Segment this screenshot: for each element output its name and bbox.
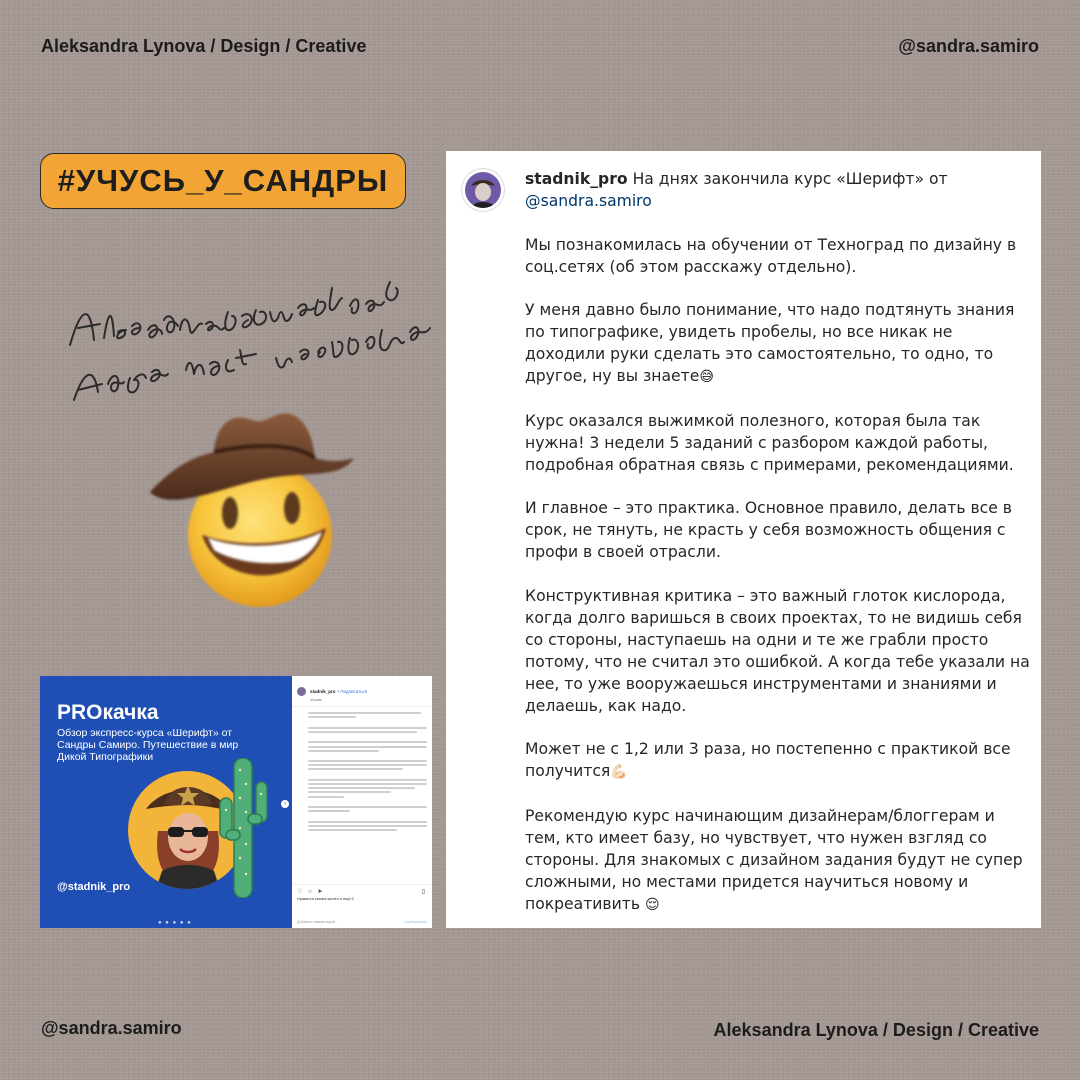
comment-icon: ○ <box>308 889 314 895</box>
review-card <box>446 151 1041 928</box>
flexed-biceps-emoji-icon: 💪🏻 <box>610 764 628 780</box>
review-paragraph-5: Конструктивная критика – это важный глоток кислорода, когда долго варишься в своих проектах, то не видишь себя со стороны, наступаешь на одни и те же грабли просто потому, что не считал это ошибкой. А когда тебе указали на нее, то уже вооружаешься инструментами и знаниями и делаешь, как надо. <box>525 586 1030 715</box>
header-author: Aleksandra Lynova / Design / Creative <box>41 36 367 56</box>
review-paragraph-4: И главное – это практика. Основное правило, делать все в срок, не тянуть, не красть у себя возможность общения с профи в своей отрасли. <box>525 499 1012 561</box>
preview-username: stadnik_pro <box>310 689 336 694</box>
avatar <box>462 169 504 211</box>
sweat-smile-emoji-icon: 😅 <box>699 369 714 385</box>
preview-publish-button: Опубликовать <box>404 920 427 924</box>
hashtag-text: #УЧУСЬ_У_САНДРЫ <box>57 163 389 198</box>
preview-actions <box>292 884 432 904</box>
review-intro: На днях закончила курс «Шерифт» от <box>627 170 948 188</box>
preview-caption-panel <box>292 676 432 928</box>
chevron-right-icon: › <box>281 800 289 808</box>
preview-comment-input: Добавьте комментарий... <box>297 920 338 924</box>
cactus-icon <box>218 758 268 898</box>
preview-title: PROкачка <box>57 701 159 724</box>
relieved-emoji-icon: 😌 <box>644 896 660 913</box>
review-paragraph-7: Рекомендую курс начинающим дизайнерам/блоггерам и тем, кто имеет базу, но чувствует, что нужен взгляд со стороны. Для знакомых с дизайном задания будут не супер сложными, но местами придется научиться новому и покреативить <box>525 806 1023 913</box>
bookmark-icon: ▯ <box>421 889 427 895</box>
footer-author: Aleksandra Lynova / Design / Creative <box>713 1020 1039 1040</box>
preview-subtitle: Обзор экспресс-курса «Шерифт» от Сандры Самиро. Путешествие в мир Дикой Типографики <box>57 727 239 763</box>
preview-handle: @stadnik_pro <box>57 881 131 893</box>
review-text <box>525 168 1031 937</box>
review-mention: @sandra.samiro <box>525 192 652 210</box>
carousel-dots: ● ● ● ● ● <box>158 920 192 926</box>
preview-location: Москва <box>310 698 322 702</box>
heart-icon: ♡ <box>297 889 305 895</box>
preview-slide <box>40 676 292 928</box>
instagram-post-preview <box>40 676 432 928</box>
share-icon: ➤ <box>317 889 325 895</box>
footer-handle: @sandra.samiro <box>41 1018 182 1038</box>
cowboy-emoji-icon <box>140 400 360 610</box>
preview-post-header <box>292 676 432 707</box>
preview-caption-lines <box>292 707 432 831</box>
handwritten-note <box>60 260 440 410</box>
review-paragraph-6: Может не с 1,2 или 3 раза, но постепенно с практикой все получится <box>525 740 1011 780</box>
header-handle: @sandra.samiro <box>898 36 1039 56</box>
review-paragraph-2: У меня давно было понимание, что надо подтянуть знания по типографике, увидеть пробелы, но все никак не доходили руки сделать это самостоятельно, то одно, то другое, ну вы знаете <box>525 301 1015 385</box>
review-paragraph-1: Мы познакомилась на обучении от Техноград по дизайну в соц.сетях (об этом расскажу отдельно). <box>525 235 1017 276</box>
review-username: stadnik_pro <box>525 170 628 188</box>
review-paragraph-3: Курс оказался выжимкой полезного, которая была так нужна! 3 недели 5 заданий с разбором каждой работы, подробная обратная связь с примерами, рекомендациями. <box>525 411 1014 474</box>
avatar <box>297 687 306 696</box>
preview-likes: Нравится sandra.samiro и ещё 6 <box>297 897 354 901</box>
hashtag-badge <box>40 153 406 209</box>
preview-follow: • Подписаться <box>337 689 368 694</box>
